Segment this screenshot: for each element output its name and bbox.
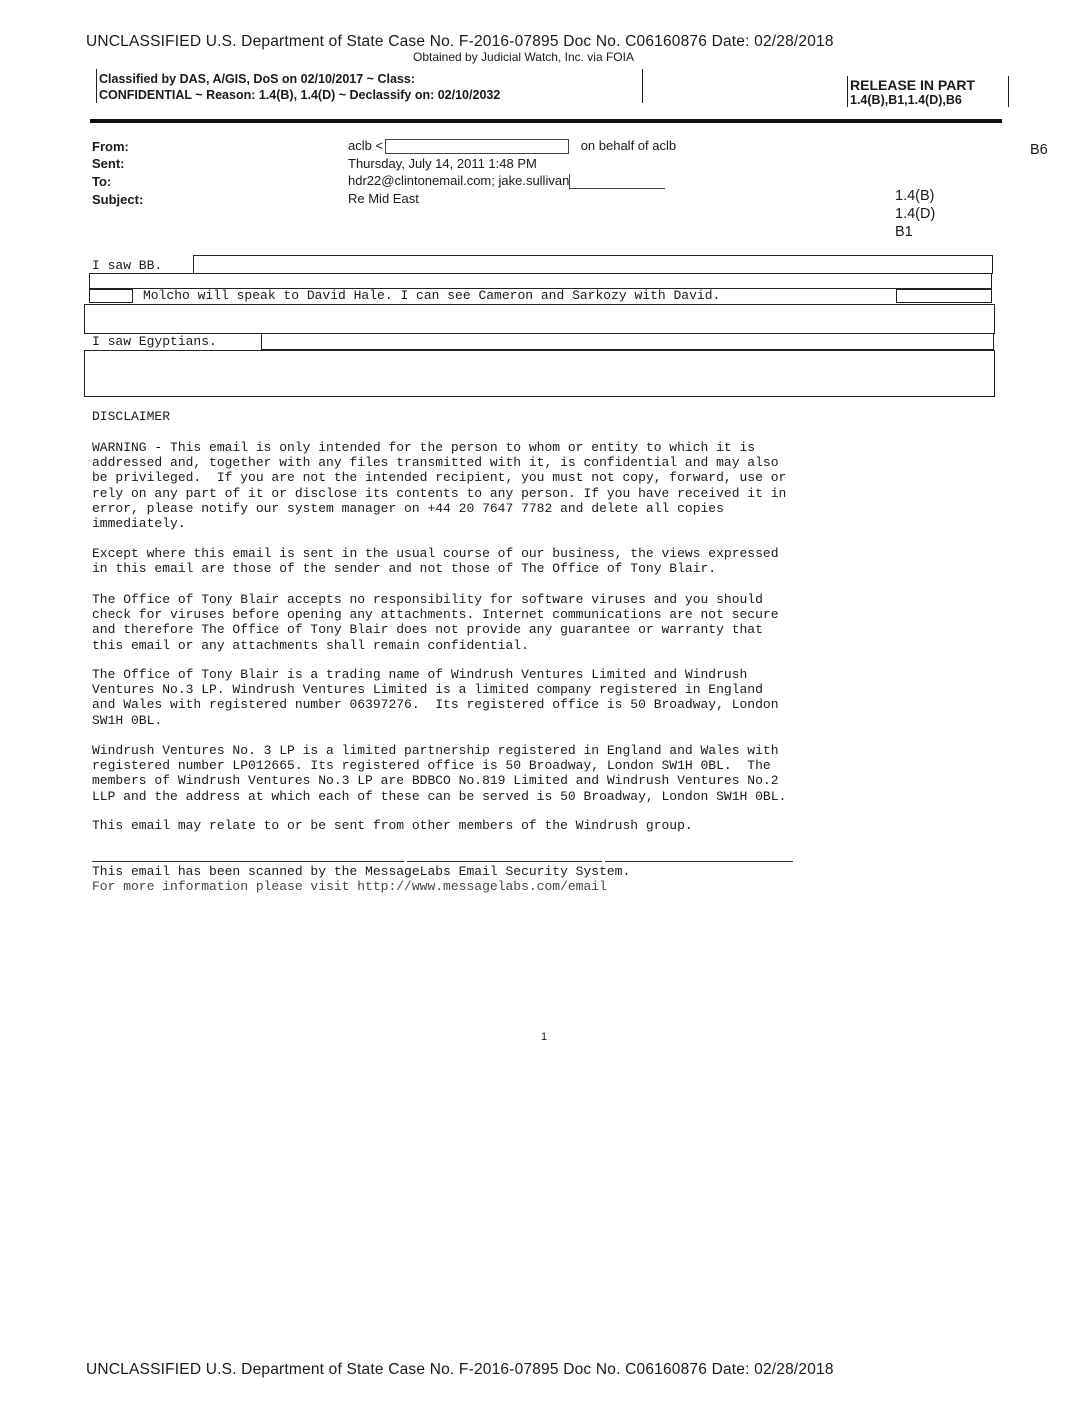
foia-source-note: Obtained by Judicial Watch, Inc. via FOIA	[413, 50, 634, 64]
redaction-box	[261, 333, 994, 350]
exemption-b6: B6	[1030, 142, 1048, 158]
from-value	[348, 138, 676, 154]
to-label: To:	[92, 174, 112, 189]
redaction-box	[89, 289, 133, 303]
release-box	[847, 76, 1009, 107]
redaction-box	[84, 304, 995, 334]
redaction-box	[385, 139, 569, 154]
disclaimer-title: DISCLAIMER	[92, 409, 171, 424]
sent-label: Sent:	[92, 156, 125, 171]
scan-rule-segment	[605, 861, 793, 862]
release-codes: 1.4(B),B1,1.4(D),B6	[850, 93, 962, 107]
top-classification-stamp: UNCLASSIFIED U.S. Department of State Case No. F-2016-07895 Doc No. C06160876 Date: 02/28/2018	[86, 33, 834, 50]
scan-notice-line-2: For more information please visit http://www.messagelabs.com/email	[92, 879, 607, 894]
from-label: From:	[92, 139, 129, 154]
exemption-code-1: 1.4(B)	[895, 188, 935, 204]
header-rule	[90, 119, 1002, 123]
classification-line-2: CONFIDENTIAL ~ Reason: 1.4(B), 1.4(D) ~ Declassify on: 02/10/2032	[99, 88, 501, 102]
scan-rule-segment	[92, 861, 404, 862]
scan-notice-line-1: This email has been scanned by the MessageLabs Email Security System.	[92, 864, 631, 879]
body-line-1: I saw BB.	[92, 258, 163, 273]
to-addresses: hdr22@clintonemail.com; jake.sullivan	[348, 173, 570, 188]
classification-line-1: Classified by DAS, A/GIS, DoS on 02/10/2017 ~ Class:	[99, 72, 415, 86]
release-title: RELEASE IN PART	[850, 77, 975, 93]
body-line-2: Molcho will speak to David Hale. I can see Cameron and Sarkozy with David.	[143, 288, 721, 303]
page-number: 1	[541, 1031, 548, 1043]
disclaimer-partnership: Windrush Ventures No. 3 LP is a limited partnership registered in England and Wales with registered number LP012665. Its registered office is 50 Broadway, London SW1H 0BL. The members of Windrush Ventures No.3 LP are BDBCO No.819 Limited and Windrush Ventures No.2 LLP and the address at which each of these can be served is 50 Broadway, London SW1H 0BL.	[92, 743, 787, 804]
sent-value: Thursday, July 14, 2011 1:48 PM	[348, 156, 537, 171]
classification-box	[96, 69, 643, 103]
redaction-box	[84, 350, 995, 397]
disclaimer-trading-name: The Office of Tony Blair is a trading name of Windrush Ventures Limited and Windrush Ventures No.3 LP. Windrush Ventures Limited is a limited company registered in England and Wales with registered number 06397276. Its registered office is 50 Broadway, London SW1H 0BL.	[92, 667, 779, 728]
scan-rule-segment	[407, 861, 602, 862]
exemption-code-2: 1.4(D)	[895, 206, 936, 222]
redaction-box	[569, 174, 665, 189]
redaction-box	[896, 289, 992, 303]
disclaimer-views: Except where this email is sent in the usual course of our business, the views expressed in this email are those of the sender and not those of The Office of Tony Blair.	[92, 546, 779, 577]
from-suffix: on behalf of aclb	[580, 138, 677, 153]
body-line-3: I saw Egyptians.	[92, 334, 217, 349]
redaction-box	[89, 273, 992, 289]
disclaimer-viruses: The Office of Tony Blair accepts no responsibility for software viruses and you should check for viruses before opening any attachments. Internet communications are not secure and therefore The Office of Tony Blair does not provide any guarantee or warranty that this email or any attachments shall remain confidential.	[92, 592, 779, 653]
disclaimer-group: This email may relate to or be sent from other members of the Windrush group.	[92, 818, 693, 833]
bottom-classification-stamp: UNCLASSIFIED U.S. Department of State Case No. F-2016-07895 Doc No. C06160876 Date: 02/28/2018	[86, 1361, 834, 1378]
to-value	[348, 173, 665, 189]
disclaimer-warning: WARNING - This email is only intended for the person to whom or entity to which it is addressed and, together with any files transmitted with it, is confidential and may also be privileged. If you are not the intended recipient, you must not copy, forward, use or rely on any part of it or disclose its contents to any person. If you have received it in error, please notify our system manager on +44 20 7647 7782 and delete all copies immediately.	[92, 440, 787, 532]
from-name: aclb <	[348, 138, 384, 153]
exemption-code-3: B1	[895, 224, 913, 240]
subject-label: Subject:	[92, 192, 144, 207]
subject-value: Re Mid East	[348, 191, 419, 206]
redaction-box	[193, 255, 993, 274]
